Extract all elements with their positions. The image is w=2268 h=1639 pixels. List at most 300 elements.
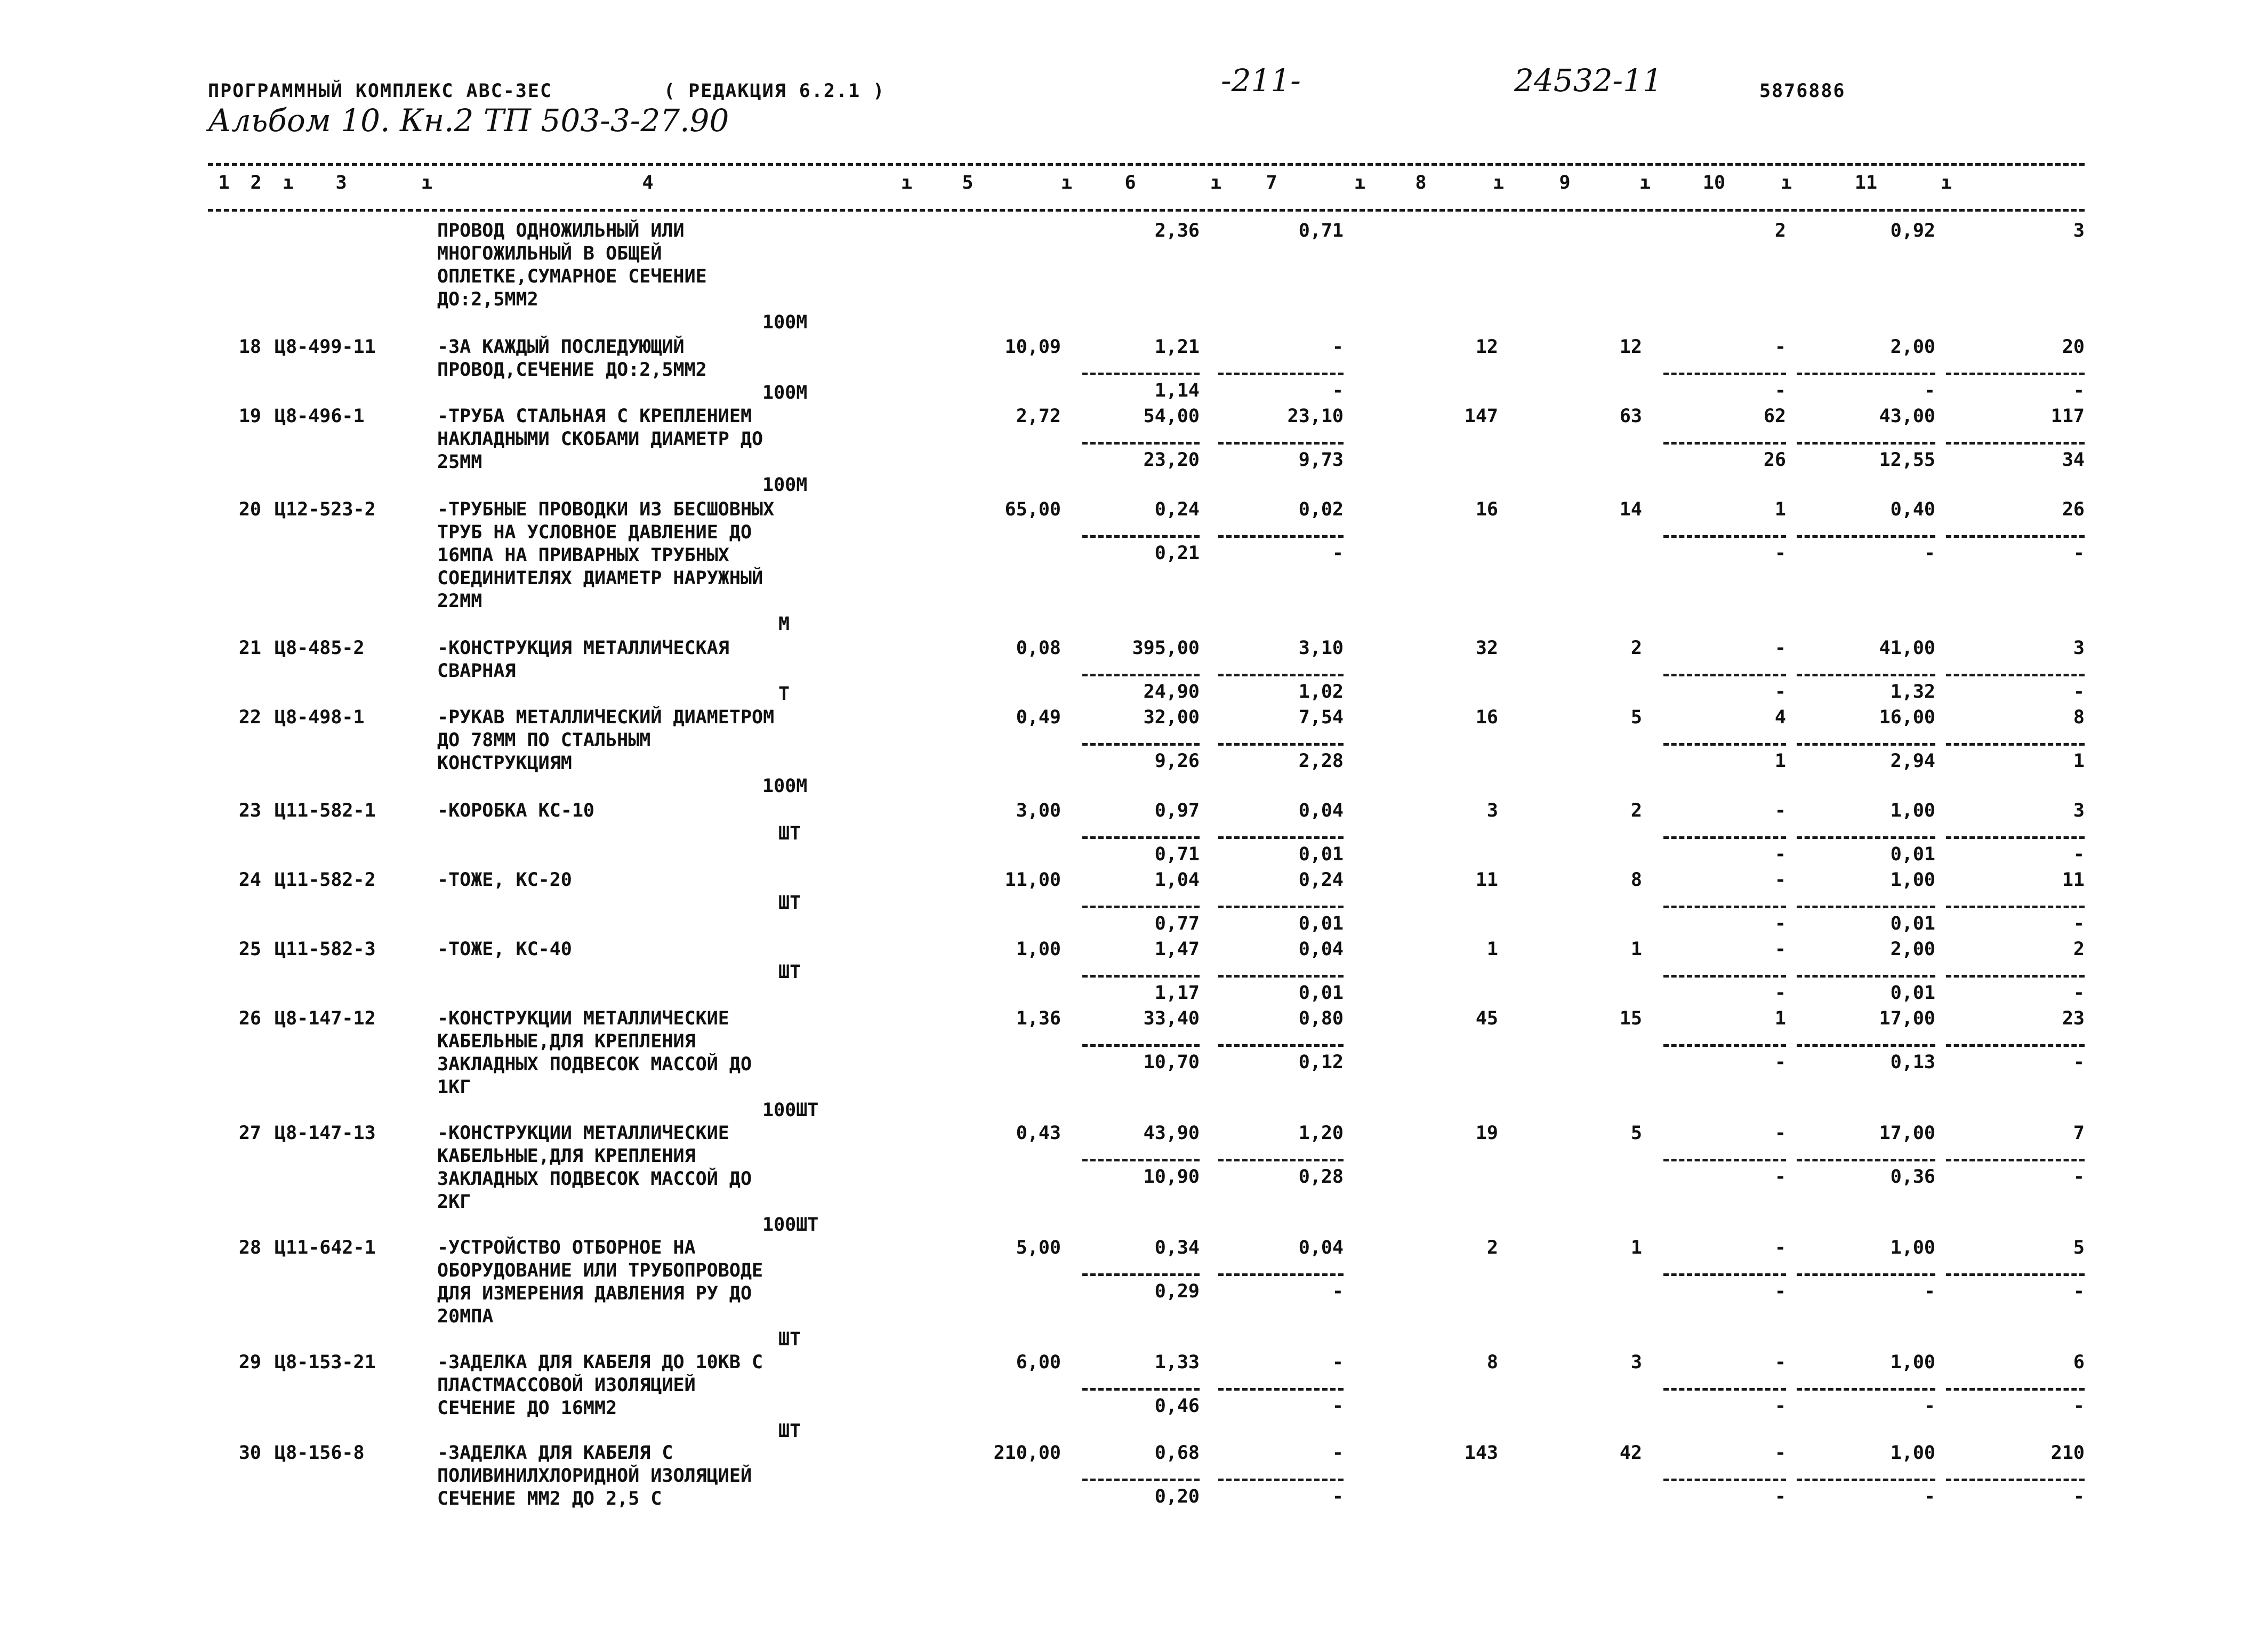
cell-c4: 65,00 <box>1004 499 1061 520</box>
column-number-4: 4 <box>642 172 654 193</box>
row-description <box>437 637 906 683</box>
cell-c5: 43,90 <box>1143 1123 1200 1144</box>
cell-c6: 0,24 <box>1298 869 1344 891</box>
cell-c6: - <box>1332 380 1344 401</box>
row-number: 20 <box>238 499 261 520</box>
column-separator: ı <box>283 172 294 193</box>
column-number-5: 5 <box>962 172 974 193</box>
row-number: 28 <box>238 1237 261 1258</box>
description-line: -КОНСТРУКЦИЯ МЕТАЛЛИЧЕСКАЯ <box>437 637 729 659</box>
row-number: 21 <box>238 637 261 659</box>
cell-divider-c9 <box>1663 1388 1786 1391</box>
cell-divider-c6 <box>1218 1159 1344 1161</box>
cell-c5: 0,24 <box>1154 499 1200 520</box>
cell-divider-c6 <box>1218 535 1344 538</box>
cell-divider-c5 <box>1082 373 1200 375</box>
cell-c7: 32 <box>1475 637 1498 659</box>
description-line: СЕЧЕНИЕ ДО 16ММ2 <box>437 1398 617 1419</box>
row-code: Ц12-523-2 <box>275 499 376 520</box>
column-number-1: 1 <box>218 172 230 193</box>
cell-divider-c6 <box>1218 1273 1344 1276</box>
column-number-6: 6 <box>1124 172 1136 193</box>
column-number-9: 9 <box>1559 172 1571 193</box>
cell-divider-c5 <box>1082 674 1200 676</box>
cell-c7: 3 <box>1486 800 1498 821</box>
cell-c10: 0,01 <box>1890 982 1935 1004</box>
row-code: Ц8-156-8 <box>275 1442 365 1464</box>
cell-c6: - <box>1332 1281 1344 1302</box>
cell-c6: 9,73 <box>1298 449 1344 471</box>
cell-c10: 1,00 <box>1890 1237 1935 1258</box>
cell-divider-c11 <box>1946 906 2085 908</box>
cell-divider-c9 <box>1663 1273 1786 1276</box>
cell-col10: 0,92 <box>1890 220 1935 241</box>
cell-c10: 1,32 <box>1890 681 1935 703</box>
cell-divider-c5 <box>1082 906 1200 908</box>
cell-c9: 1 <box>1774 750 1786 772</box>
cell-c5: 32,00 <box>1143 707 1200 728</box>
cell-c8: 42 <box>1619 1442 1642 1464</box>
cell-c9: - <box>1774 869 1786 891</box>
cell-divider-c10 <box>1797 535 1935 538</box>
row-unit: 100ШТ <box>762 1214 819 1236</box>
cell-c8: 1 <box>1630 939 1642 960</box>
cell-c10: 2,00 <box>1890 336 1935 358</box>
cell-c9: - <box>1774 681 1786 703</box>
description-line: -КОНСТРУКЦИИ МЕТАЛЛИЧЕСКИЕ <box>437 1008 729 1029</box>
cell-c6: - <box>1332 543 1344 564</box>
description-line: -ТРУБА СТАЛЬНАЯ С КРЕПЛЕНИЕМ <box>437 406 752 427</box>
cell-col5: 2,36 <box>1154 220 1200 241</box>
cell-c7: 143 <box>1464 1442 1498 1464</box>
cell-c11: - <box>2073 1166 2085 1188</box>
row-unit: М <box>778 613 790 635</box>
cell-divider-c10 <box>1797 836 1935 839</box>
cell-c5: 1,17 <box>1154 982 1200 1004</box>
cell-divider-c10 <box>1797 674 1935 676</box>
cell-divider-c6 <box>1218 743 1344 746</box>
cell-c6: 0,28 <box>1298 1166 1344 1188</box>
column-separator: ı <box>1639 172 1651 193</box>
row-unit: ШТ <box>778 1420 801 1442</box>
cell-divider-c11 <box>1946 975 2085 978</box>
cell-c8: 2 <box>1630 800 1642 821</box>
cell-c4: 5,00 <box>1016 1237 1061 1258</box>
description-line: -ТРУБНЫЕ ПРОВОДКИ ИЗ БЕСШОВНЫХ <box>437 499 775 520</box>
cell-c10: 1,00 <box>1890 869 1935 891</box>
cell-divider-c11 <box>1946 674 2085 676</box>
cell-c4: 3,00 <box>1016 800 1061 821</box>
description-line: ПРОВОД,СЕЧЕНИЕ ДО:2,5ММ2 <box>437 359 707 381</box>
cell-divider-c9 <box>1663 836 1786 839</box>
cell-c11: 23 <box>2062 1008 2085 1029</box>
cell-c7: 147 <box>1464 406 1498 427</box>
cell-divider-c11 <box>1946 373 2085 375</box>
row-number: 29 <box>238 1352 261 1373</box>
cell-c5: 0,46 <box>1154 1395 1200 1417</box>
cell-c10: 0,40 <box>1890 499 1935 520</box>
cell-c6: 1,02 <box>1298 681 1344 703</box>
cell-c5: 33,40 <box>1143 1008 1200 1029</box>
cell-c4: 0,43 <box>1016 1123 1061 1144</box>
cell-c10: 16,00 <box>1879 707 1935 728</box>
cell-c10: 0,13 <box>1890 1052 1935 1073</box>
row-description <box>437 1351 906 1420</box>
cell-c8: 2 <box>1630 637 1642 659</box>
cell-divider-c11 <box>1946 1273 2085 1276</box>
cell-divider-c10 <box>1797 1159 1935 1161</box>
cell-c11: - <box>2073 1281 2085 1302</box>
description-line: КАБЕЛЬНЫЕ,ДЛЯ КРЕПЛЕНИЯ <box>437 1145 696 1167</box>
cell-c5: 24,90 <box>1143 681 1200 703</box>
description-line: ЗАКЛАДНЫХ ПОДВЕСОК МАССОЙ ДО <box>437 1054 752 1075</box>
cell-c4: 11,00 <box>1004 869 1061 891</box>
row-description <box>437 1007 906 1099</box>
cell-c11: 26 <box>2062 499 2085 520</box>
cell-c10: 2,94 <box>1890 750 1935 772</box>
row-unit: Т <box>778 683 790 705</box>
cell-divider-c10 <box>1797 442 1935 445</box>
cell-c9: - <box>1774 1352 1786 1373</box>
description-line: -КОРОБКА КС-10 <box>437 800 595 821</box>
cell-divider-c5 <box>1082 535 1200 538</box>
cell-c9: - <box>1774 1395 1786 1417</box>
cell-divider-c5 <box>1082 836 1200 839</box>
cell-divider-c6 <box>1218 836 1344 839</box>
cell-c4: 0,49 <box>1016 707 1061 728</box>
cell-c7: 11 <box>1475 869 1498 891</box>
description-line: МНОГОЖИЛЬНЫЙ В ОБЩЕЙ <box>437 243 662 264</box>
cell-c5: 0,68 <box>1154 1442 1200 1464</box>
row-code: Ц11-642-1 <box>275 1237 376 1258</box>
row-description <box>437 336 906 382</box>
cell-c6: - <box>1332 1442 1344 1464</box>
row-number: 18 <box>238 336 261 358</box>
album-reference: Альбом 10. Кн.2 ТП 503-3-27.90 <box>208 102 729 139</box>
cell-c11: - <box>2073 543 2085 564</box>
cell-divider-c10 <box>1797 373 1935 375</box>
cell-c11: 117 <box>2050 406 2085 427</box>
description-line: 22ММ <box>437 591 482 612</box>
column-separator: ı <box>1941 172 1952 193</box>
cell-divider-c9 <box>1663 1479 1786 1481</box>
cell-c10: - <box>1924 1395 1935 1417</box>
cell-c10: 17,00 <box>1879 1123 1935 1144</box>
row-unit: ШТ <box>778 1329 801 1350</box>
row-code: Ц8-147-12 <box>275 1008 376 1029</box>
description-line: -РУКАВ МЕТАЛЛИЧЕСКИЙ ДИАМЕТРОМ <box>437 707 775 728</box>
description-line: ПРОВОД ОДНОЖИЛЬНЫЙ ИЛИ <box>437 220 685 241</box>
row-unit: 100М <box>762 776 808 797</box>
cell-c10: 0,01 <box>1890 844 1935 865</box>
cell-divider-c5 <box>1082 1273 1200 1276</box>
cell-c9: - <box>1774 1052 1786 1073</box>
project-code: 24532-11 <box>1514 62 1662 99</box>
description-line: 1КГ <box>437 1077 471 1098</box>
cell-c11: 5 <box>2073 1237 2085 1258</box>
row-description <box>437 405 906 474</box>
row-number: 19 <box>238 406 261 427</box>
cell-c11: - <box>2073 982 2085 1004</box>
cell-c11: 11 <box>2062 869 2085 891</box>
cell-c9: 1 <box>1774 1008 1786 1029</box>
cell-c11: - <box>2073 681 2085 703</box>
cell-c9: 4 <box>1774 707 1786 728</box>
cell-c10: - <box>1924 543 1935 564</box>
cell-c11: 3 <box>2073 800 2085 821</box>
row-description <box>437 1122 906 1214</box>
row-code: Ц11-582-3 <box>275 939 376 960</box>
cell-c6: - <box>1332 336 1344 358</box>
cell-divider-c10 <box>1797 743 1935 746</box>
cell-c5: 10,90 <box>1143 1166 1200 1188</box>
cell-c8: 15 <box>1619 1008 1642 1029</box>
column-number-3: 3 <box>335 172 347 193</box>
cell-divider-c6 <box>1218 442 1344 445</box>
cell-c5: 23,20 <box>1143 449 1200 471</box>
cell-c6: - <box>1332 1395 1344 1417</box>
cell-col11: 3 <box>2073 220 2085 241</box>
description-line: СВАРНАЯ <box>437 660 516 682</box>
cell-divider-c11 <box>1946 1479 2085 1481</box>
cell-c5: 0,21 <box>1154 543 1200 564</box>
column-number-8: 8 <box>1415 172 1427 193</box>
cell-c9: - <box>1774 982 1786 1004</box>
cell-col9: 2 <box>1774 220 1786 241</box>
cell-c11: 2 <box>2073 939 2085 960</box>
cell-c11: - <box>2073 380 2085 401</box>
cell-c4: 210,00 <box>993 1442 1061 1464</box>
cell-c5: 0,97 <box>1154 800 1200 821</box>
row-description <box>437 706 906 775</box>
cell-divider-c6 <box>1218 906 1344 908</box>
cell-divider-c6 <box>1218 1388 1344 1391</box>
cell-divider-c11 <box>1946 1388 2085 1391</box>
cell-divider-c6 <box>1218 975 1344 978</box>
cell-divider-c10 <box>1797 1044 1935 1047</box>
row-code: Ц8-496-1 <box>275 406 365 427</box>
cell-c5: 1,14 <box>1154 380 1200 401</box>
cell-c9: - <box>1774 637 1786 659</box>
cell-c11: - <box>2073 1486 2085 1507</box>
column-separator: ı <box>421 172 433 193</box>
cell-c11: 8 <box>2073 707 2085 728</box>
row-number: 26 <box>238 1008 261 1029</box>
cell-c9: - <box>1774 380 1786 401</box>
description-line: СОЕДИНИТЕЛЯХ ДИАМЕТР НАРУЖНЫЙ <box>437 568 763 589</box>
description-line: 2КГ <box>437 1191 471 1213</box>
row-number: 23 <box>238 800 261 821</box>
column-separator: ı <box>1354 172 1366 193</box>
cell-divider-c9 <box>1663 373 1786 375</box>
description-line: -ЗАДЕЛКА ДЛЯ КАБЕЛЯ ДО 10КВ С <box>437 1352 763 1373</box>
cell-col6: 0,71 <box>1298 220 1344 241</box>
cell-c6: 0,04 <box>1298 800 1344 821</box>
column-separator: ı <box>901 172 913 193</box>
cell-c6: 0,04 <box>1298 939 1344 960</box>
cell-c10: 1,00 <box>1890 1352 1935 1373</box>
cell-divider-c9 <box>1663 1159 1786 1161</box>
header-rule-top <box>208 163 2085 166</box>
description-line: ОПЛЕТКЕ,СУМАРНОЕ СЕЧЕНИЕ <box>437 266 707 287</box>
cell-c10: - <box>1924 1486 1935 1507</box>
page-number: -211- <box>1221 62 1301 99</box>
row-number: 24 <box>238 869 261 891</box>
document-number: 5876886 <box>1759 80 1846 102</box>
row-unit: ШТ <box>778 892 801 914</box>
cell-c7: 19 <box>1475 1123 1498 1144</box>
cell-c5: 10,70 <box>1143 1052 1200 1073</box>
column-separator: ı <box>1781 172 1792 193</box>
cell-c6: 0,04 <box>1298 1237 1344 1258</box>
cell-c7: 16 <box>1475 707 1498 728</box>
cell-divider-c5 <box>1082 1388 1200 1391</box>
cell-c10: 0,36 <box>1890 1166 1935 1188</box>
row-description <box>437 1237 906 1328</box>
cell-c8: 14 <box>1619 499 1642 520</box>
row-unit: ШТ <box>778 962 801 983</box>
cell-c9: - <box>1774 1442 1786 1464</box>
cell-c6: 1,20 <box>1298 1123 1344 1144</box>
cell-c7: 8 <box>1486 1352 1498 1373</box>
cell-divider-c11 <box>1946 743 2085 746</box>
cell-c10: 1,00 <box>1890 800 1935 821</box>
cell-divider-c9 <box>1663 674 1786 676</box>
cell-divider-c9 <box>1663 535 1786 538</box>
cell-c9: - <box>1774 939 1786 960</box>
cell-c6: 0,01 <box>1298 844 1344 865</box>
cell-c5: 54,00 <box>1143 406 1200 427</box>
cell-c5: 1,33 <box>1154 1352 1200 1373</box>
cell-divider-c9 <box>1663 743 1786 746</box>
cell-c11: 20 <box>2062 336 2085 358</box>
cell-c6: 0,80 <box>1298 1008 1344 1029</box>
description-line: 16МПА НА ПРИВАРНЫХ ТРУБНЫХ <box>437 545 729 566</box>
cell-c10: 12,55 <box>1879 449 1935 471</box>
cell-divider-c9 <box>1663 906 1786 908</box>
cell-c5: 1,47 <box>1154 939 1200 960</box>
cell-c9: - <box>1774 1166 1786 1188</box>
cell-divider-c10 <box>1797 1273 1935 1276</box>
cell-c4: 2,72 <box>1016 406 1061 427</box>
cell-divider-c6 <box>1218 373 1344 375</box>
row-code: Ц8-485-2 <box>275 637 365 659</box>
cell-divider-c5 <box>1082 1044 1200 1047</box>
cell-divider-c9 <box>1663 975 1786 978</box>
description-line: 20МПА <box>437 1306 494 1327</box>
cell-c9: - <box>1774 336 1786 358</box>
column-number-2: 2 <box>250 172 262 193</box>
cell-c6: 7,54 <box>1298 707 1344 728</box>
description-line: ПОЛИВИНИЛХЛОРИДНОЙ ИЗОЛЯЦИЕЙ <box>437 1465 752 1487</box>
cell-c11: 210 <box>2050 1442 2085 1464</box>
cell-divider-c11 <box>1946 442 2085 445</box>
cell-c7: 2 <box>1486 1237 1498 1258</box>
cell-c7: 12 <box>1475 336 1498 358</box>
description-line: -ЗАДЕЛКА ДЛЯ КАБЕЛЯ С <box>437 1442 673 1464</box>
cell-c9: - <box>1774 844 1786 865</box>
cell-c5: 395,00 <box>1132 637 1200 659</box>
cell-c6: 0,02 <box>1298 499 1344 520</box>
cell-c6: 23,10 <box>1287 406 1344 427</box>
column-separator: ı <box>1493 172 1505 193</box>
row-description <box>437 869 906 892</box>
row-code: Ц11-582-1 <box>275 800 376 821</box>
cell-divider-c11 <box>1946 1044 2085 1047</box>
cell-c6: - <box>1332 1352 1344 1373</box>
description-line: -УСТРОЙСТВО ОТБОРНОЕ НА <box>437 1237 696 1258</box>
cell-c11: - <box>2073 913 2085 934</box>
description-line: -ТОЖЕ, КС-40 <box>437 939 572 960</box>
cell-c5: 9,26 <box>1154 750 1200 772</box>
row-description <box>437 220 906 311</box>
column-separator: ı <box>1210 172 1222 193</box>
cell-divider-c5 <box>1082 1159 1200 1161</box>
cell-divider-c9 <box>1663 442 1786 445</box>
description-line: -КОНСТРУКЦИИ МЕТАЛЛИЧЕСКИЕ <box>437 1123 729 1144</box>
cell-c5: 0,20 <box>1154 1486 1200 1507</box>
program-title: ПРОГРАММНЫЙ КОМПЛЕКС АВС-3ЕС <box>208 80 553 102</box>
row-number: 27 <box>238 1123 261 1144</box>
column-number-11: 11 <box>1854 172 1878 193</box>
cell-c4: 10,09 <box>1004 336 1061 358</box>
cell-c8: 1 <box>1630 1237 1642 1258</box>
cell-c7: 1 <box>1486 939 1498 960</box>
cell-c11: - <box>2073 844 2085 865</box>
column-number-7: 7 <box>1266 172 1277 193</box>
description-line: ПЛАСТМАССОВОЙ ИЗОЛЯЦИЕЙ <box>437 1375 696 1396</box>
row-unit: 100М <box>762 312 808 333</box>
row-description <box>437 938 906 961</box>
cell-c8: 3 <box>1630 1352 1642 1373</box>
cell-c9: - <box>1774 543 1786 564</box>
cell-c4: 1,00 <box>1016 939 1061 960</box>
header-rule-bottom <box>208 209 2085 212</box>
cell-c9: 62 <box>1763 406 1786 427</box>
cell-c10: - <box>1924 380 1935 401</box>
cell-divider-c5 <box>1082 442 1200 445</box>
cell-divider-c6 <box>1218 1479 1344 1481</box>
edition-label: ( РЕДАКЦИЯ 6.2.1 ) <box>664 80 886 102</box>
description-line: СЕЧЕНИЕ ММ2 ДО 2,5 С <box>437 1488 662 1509</box>
description-line: НАКЛАДНЫМИ СКОБАМИ ДИАМЕТР ДО <box>437 429 763 450</box>
cell-c8: 8 <box>1630 869 1642 891</box>
cell-c10: 41,00 <box>1879 637 1935 659</box>
cell-divider-c10 <box>1797 1388 1935 1391</box>
cell-c11: 34 <box>2062 449 2085 471</box>
cell-divider-c11 <box>1946 1159 2085 1161</box>
description-line: КАБЕЛЬНЫЕ,ДЛЯ КРЕПЛЕНИЯ <box>437 1031 696 1052</box>
row-number: 30 <box>238 1442 261 1464</box>
column-number-10: 10 <box>1702 172 1726 193</box>
row-number: 25 <box>238 939 261 960</box>
cell-c6: 0,01 <box>1298 913 1344 934</box>
cell-c7: 16 <box>1475 499 1498 520</box>
cell-c7: 45 <box>1475 1008 1498 1029</box>
cell-c6: 2,28 <box>1298 750 1344 772</box>
row-code: Ц11-582-2 <box>275 869 376 891</box>
description-line: -ТОЖЕ, КС-20 <box>437 869 572 891</box>
cell-c6: 0,01 <box>1298 982 1344 1004</box>
cell-divider-c10 <box>1797 1479 1935 1481</box>
cell-c11: 7 <box>2073 1123 2085 1144</box>
cell-c11: - <box>2073 1395 2085 1417</box>
cell-c10: 17,00 <box>1879 1008 1935 1029</box>
row-code: Ц8-499-11 <box>275 336 376 358</box>
description-line: ДО 78ММ ПО СТАЛЬНЫМ <box>437 730 651 751</box>
cell-divider-c5 <box>1082 743 1200 746</box>
cell-c5: 0,71 <box>1154 844 1200 865</box>
